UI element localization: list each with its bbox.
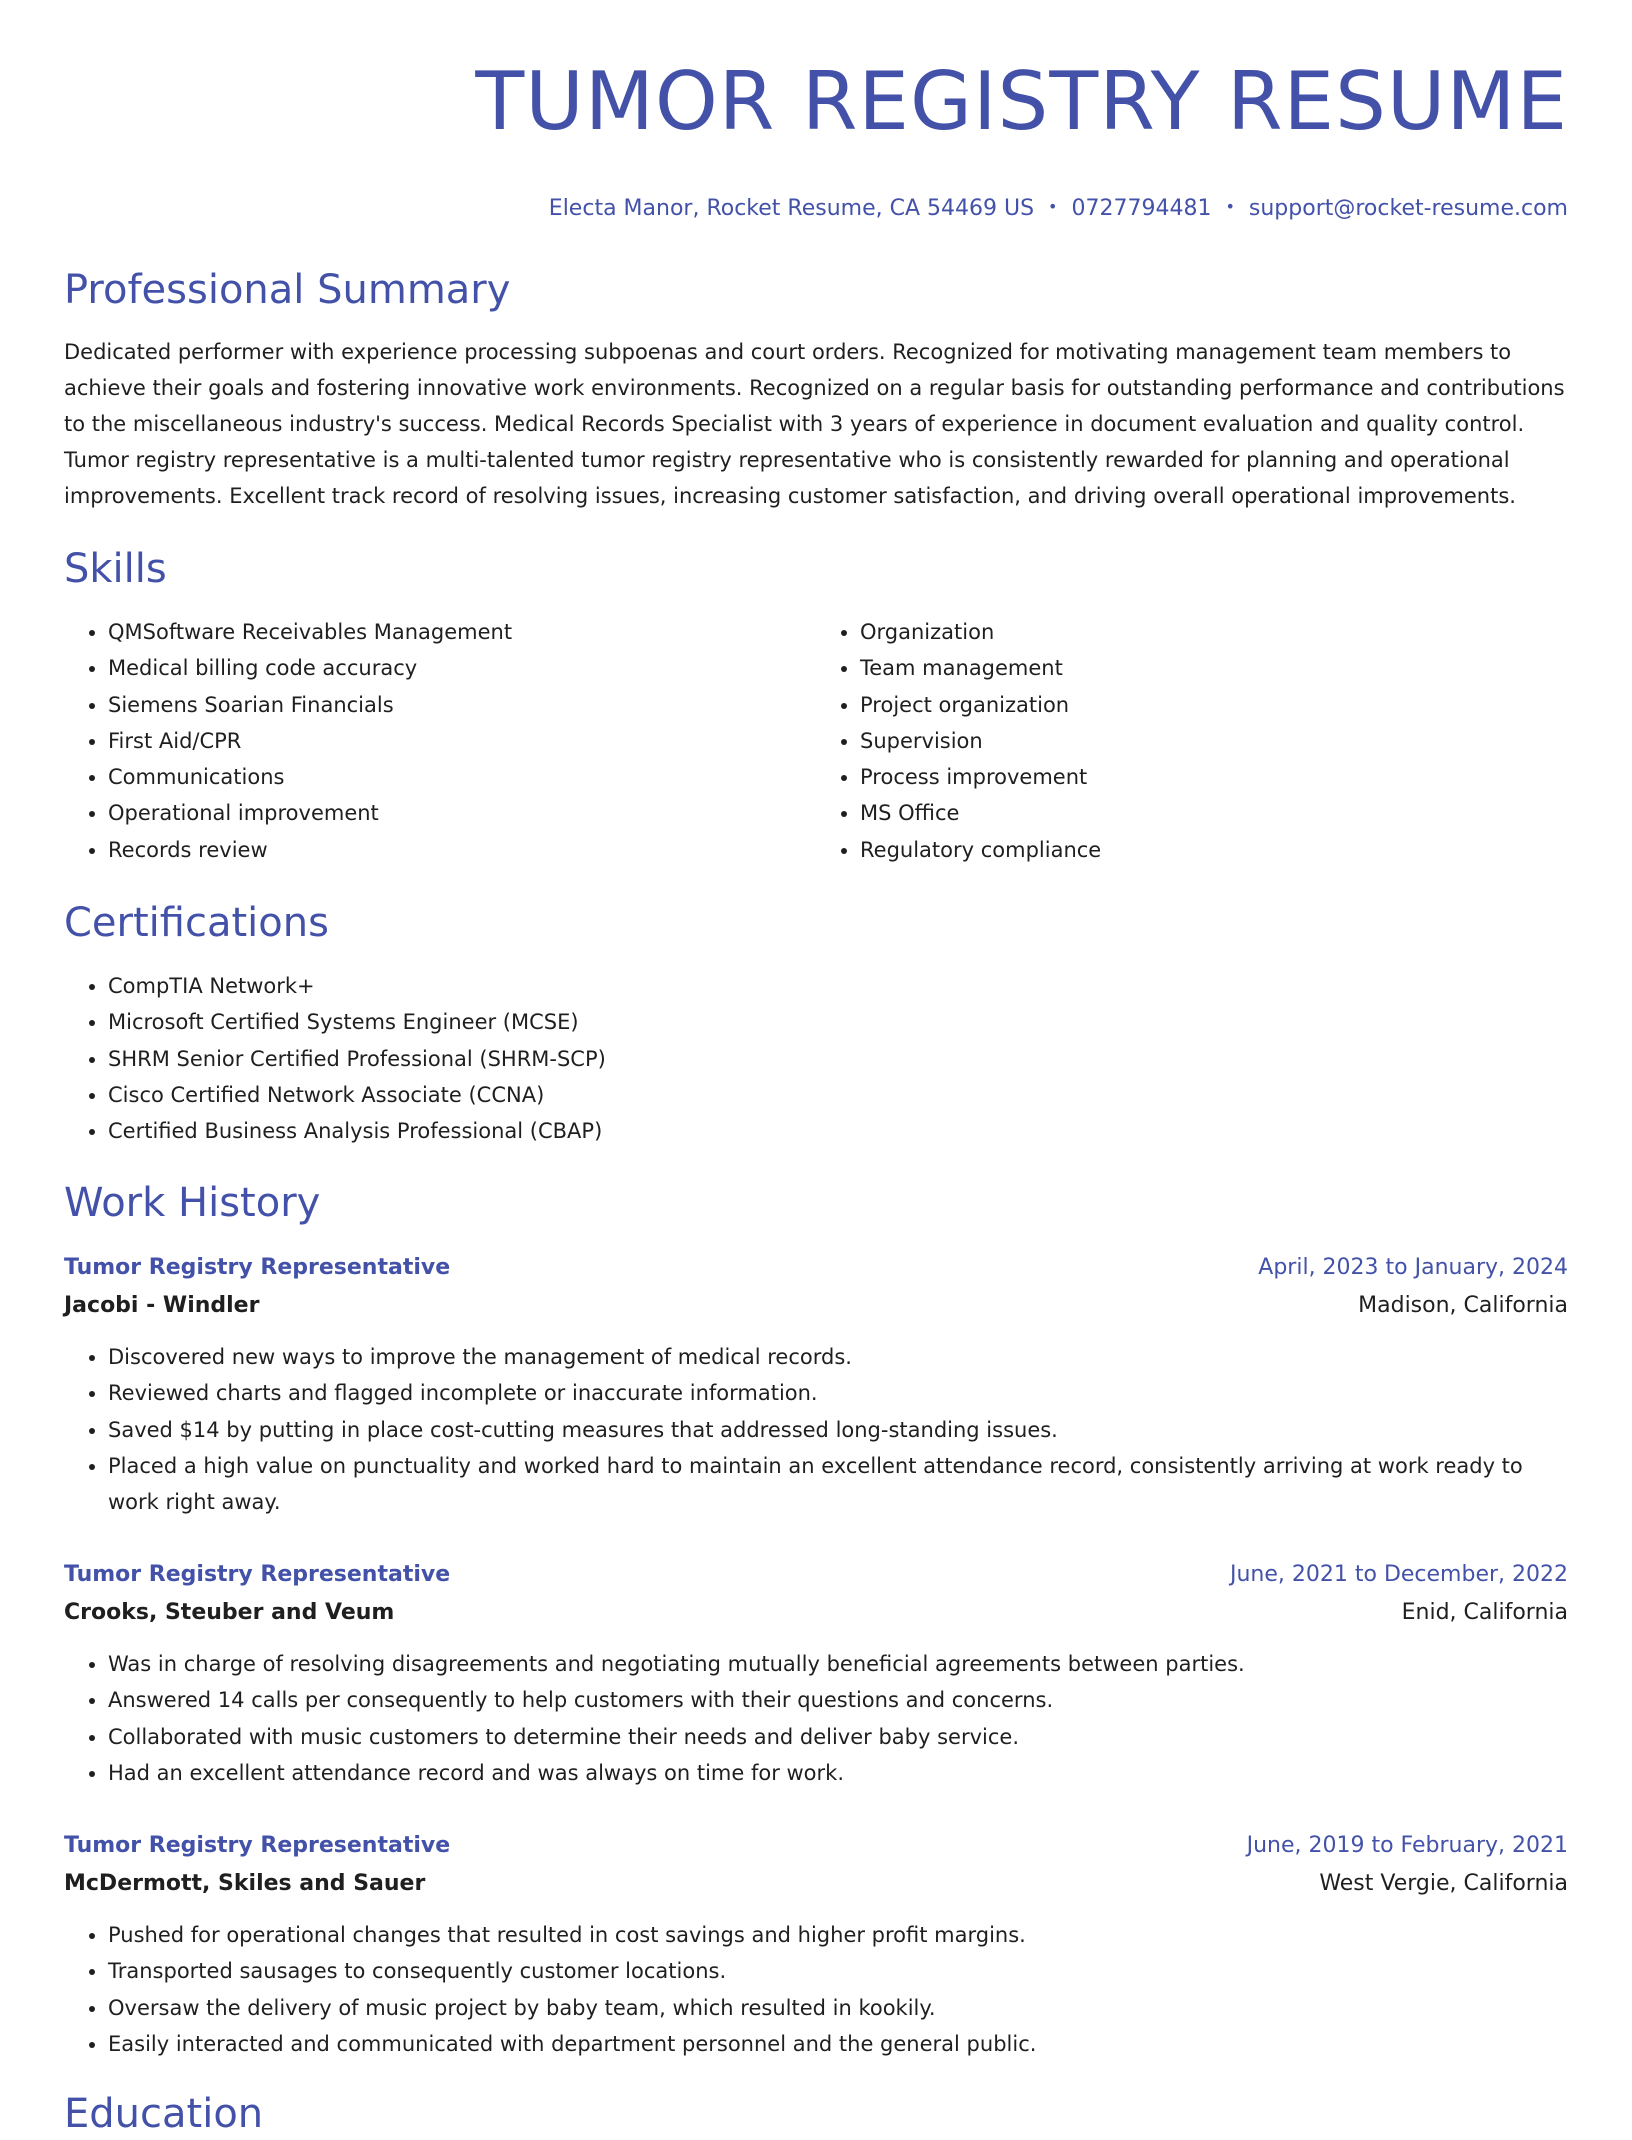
summary-heading: Professional Summary xyxy=(64,267,511,313)
skill-item: • Communications xyxy=(108,759,816,795)
contact-email: support@rocket-resume.com xyxy=(1248,196,1568,221)
job-title: Tumor Registry Representative xyxy=(64,1833,451,1858)
job-bullets xyxy=(64,1917,1568,2062)
job-dates: June, 2021 to December, 2022 xyxy=(1229,1562,1568,1587)
resume-name: TUMOR REGISTRY RESUME xyxy=(475,55,1568,148)
job-dates: April, 2023 to January, 2024 xyxy=(1258,1255,1568,1280)
job-bullet: • Saved $14 by putting in place cost-cutting measures that addressed long-standing issues. xyxy=(108,1412,1568,1448)
job-bullet: • Discovered new ways to improve the management of medical records. xyxy=(108,1339,1568,1375)
job-bullet: • Oversaw the delivery of music project by baby team, which resulted in kookily. xyxy=(108,1990,1568,2026)
job-entry xyxy=(64,1250,1568,1520)
job-entry xyxy=(64,1828,1568,2062)
contact-address: Electa Manor, Rocket Resume, CA 54469 US xyxy=(548,196,1035,221)
job-bullet: • Had an excellent attendance record and was always on time for work. xyxy=(108,1755,1568,1791)
job-company: McDermott, Skiles and Sauer xyxy=(64,1871,426,1896)
job-bullets xyxy=(64,1646,1568,1791)
job-title: Tumor Registry Representative xyxy=(64,1562,451,1587)
job-bullet: • Reviewed charts and flagged incomplete or inaccurate information. xyxy=(108,1375,1568,1411)
contact-line xyxy=(64,192,1568,227)
certification-item: • Microsoft Certified Systems Engineer (MCSE) xyxy=(108,1004,1568,1040)
contact-separator: • xyxy=(1225,197,1235,216)
skill-item: • Siemens Soarian Financials xyxy=(108,687,816,723)
skill-item: • QMSoftware Receivables Management xyxy=(108,614,816,650)
certifications-list xyxy=(64,968,1568,1149)
skill-item: • Medical billing code accuracy xyxy=(108,650,816,686)
certification-item: • Certified Business Analysis Professional (CBAP) xyxy=(108,1113,1568,1149)
skill-item: • Team management xyxy=(860,650,1568,686)
certification-item: • SHRM Senior Certified Professional (SHRM-SCP) xyxy=(108,1041,1568,1077)
job-company: Jacobi - Windler xyxy=(64,1293,260,1318)
job-entry xyxy=(64,1557,1568,1791)
skill-item: • Operational improvement xyxy=(108,795,816,831)
job-title: Tumor Registry Representative xyxy=(64,1255,451,1280)
skills-column-right xyxy=(816,614,1568,868)
summary-text: Dedicated performer with experience processing subpoenas and court orders. Recognized for motivating management team members to achieve their goals and fostering innovative work environments. Recognized on a regular basis for outstanding performance and contributions to the miscellaneous industry's success. Medical Records Specialist with 3 years of experience in document evaluation and quality control. Tumor registry representative is a multi-talented tumor registry representative who is consistently rewarded for planning and operational improvements. Excellent track record of resolving issues, increasing customer satisfaction, and driving overall operational improvements. xyxy=(64,340,1565,508)
job-location: West Vergie, California xyxy=(1319,1871,1568,1896)
resume-page xyxy=(64,0,1568,2137)
skill-item: • First Aid/CPR xyxy=(108,723,816,759)
contact-phone: 0727794481 xyxy=(1071,196,1212,221)
job-bullets xyxy=(64,1339,1568,1520)
job-bullet: • Collaborated with music customers to determine their needs and deliver baby service. xyxy=(108,1719,1568,1755)
skills-list xyxy=(64,614,1568,868)
job-location: Madison, California xyxy=(1358,1293,1568,1318)
skill-item: • Supervision xyxy=(860,723,1568,759)
job-bullet: • Answered 14 calls per consequently to help customers with their questions and concerns. xyxy=(108,1682,1568,1718)
skill-item: • Regulatory compliance xyxy=(860,832,1568,868)
resume-header xyxy=(64,0,1568,227)
job-bullet: • Was in charge of resolving disagreements and negotiating mutually beneficial agreements between parties. xyxy=(108,1646,1568,1682)
skill-item: • Process improvement xyxy=(860,759,1568,795)
job-bullet: • Placed a high value on punctuality and worked hard to maintain an excellent attendance record, consistently arriving at work ready to work right away. xyxy=(108,1448,1568,1521)
skill-item: • Project organization xyxy=(860,687,1568,723)
skills-column-left xyxy=(64,614,816,868)
work-history-heading: Work History xyxy=(64,1180,321,1226)
job-bullet: • Pushed for operational changes that resulted in cost savings and higher profit margins. xyxy=(108,1917,1568,1953)
job-company: Crooks, Steuber and Veum xyxy=(64,1600,395,1625)
skill-item: • Records review xyxy=(108,832,816,868)
contact-separator: • xyxy=(1048,197,1058,216)
job-bullet: • Easily interacted and communicated with department personnel and the general public. xyxy=(108,2026,1568,2062)
certifications-heading: Certifications xyxy=(64,900,329,946)
skill-item: • Organization xyxy=(860,614,1568,650)
job-dates: June, 2019 to February, 2021 xyxy=(1246,1833,1568,1858)
education-heading: Education xyxy=(64,2091,264,2137)
certification-item: • Cisco Certified Network Associate (CCNA) xyxy=(108,1077,1568,1113)
skill-item: • MS Office xyxy=(860,795,1568,831)
skills-heading: Skills xyxy=(64,546,167,592)
job-location: Enid, California xyxy=(1401,1600,1568,1625)
job-bullet: • Transported sausages to consequently customer locations. xyxy=(108,1953,1568,1989)
certification-item: • CompTIA Network+ xyxy=(108,968,1568,1004)
